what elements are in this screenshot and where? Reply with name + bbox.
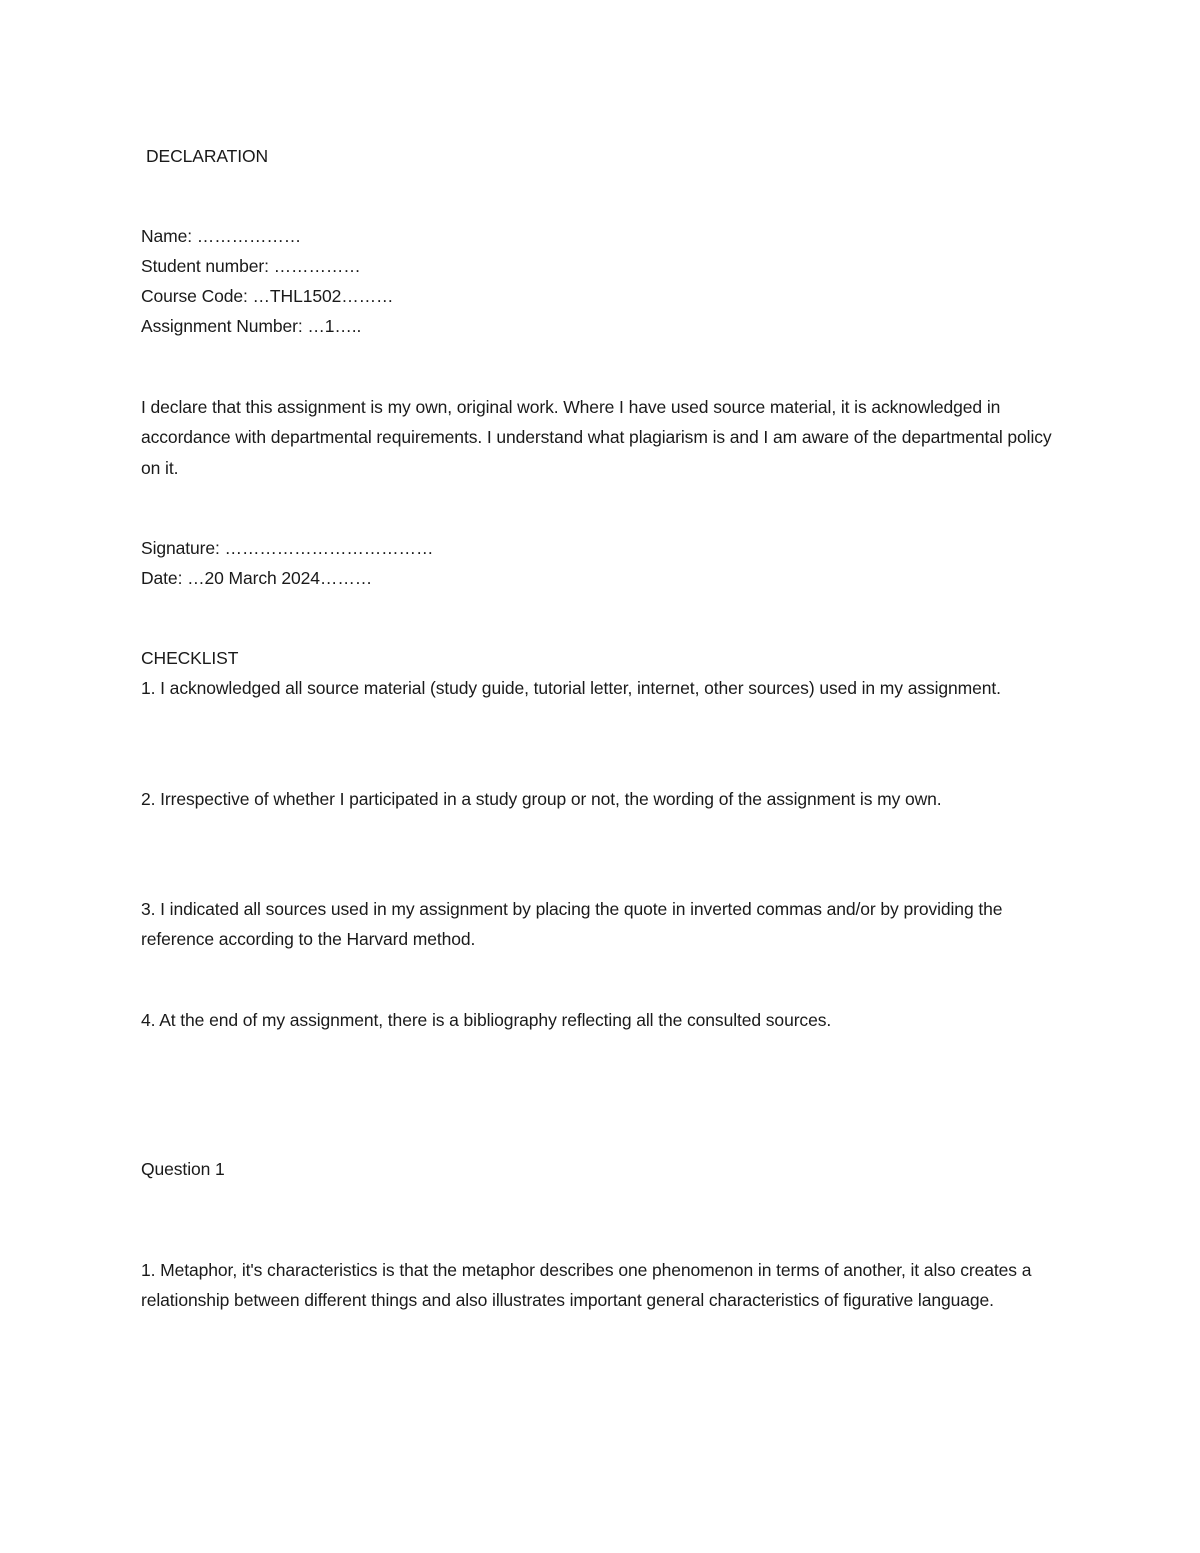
declaration-title: DECLARATION [146,146,269,166]
course-code-field: Course Code: …THL1502……… [141,286,394,306]
question-answer: 1. Metaphor, it's characteristics is that the metaphor describes one phenomenon in terms of another, it also creates a relationship between different things and also illustrates important general characteristics of figurative language. [141,1260,1032,1311]
checklist-item: 4. At the end of my assignment, there is a bibliography reflecting all the consulted sources. [141,1010,832,1030]
assignment-number-field: Assignment Number: …1….. [141,316,362,336]
date-field: Date: …20 March 2024……… [141,568,373,588]
checklist-item: 1. I acknowledged all source material (study guide, tutorial letter, internet, other sources) used in my assignment. [141,678,1001,698]
checklist-title: CHECKLIST [141,648,239,668]
student-number-field: Student number: …………… [141,256,361,276]
declaration-statement: I declare that this assignment is my own, original work. Where I have used source material, it is acknowledged in accordance with departmental requirements. I understand what plagiarism is and I am aware of the departmental policy on it. [141,397,1052,478]
question-heading: Question 1 [141,1159,225,1179]
checklist-item: 3. I indicated all sources used in my assignment by placing the quote in inverted commas and/or by providing the reference according to the Harvard method. [141,899,1003,950]
name-field: Name: ……………… [141,226,302,246]
checklist-item: 2. Irrespective of whether I participated in a study group or not, the wording of the assignment is my own. [141,789,942,809]
signature-field: Signature: ……………………………… [141,538,434,558]
